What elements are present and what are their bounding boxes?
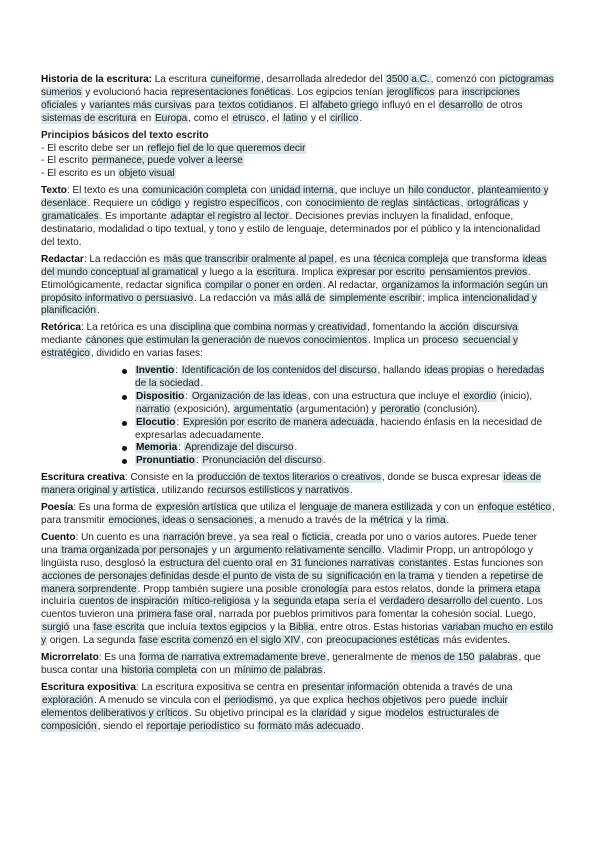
fase-desc: : Organización de las ideas, con una estructura que incluye el exordio (inicio), narratio (exposición), argumentatio (argumentación) y peroratio (conclusión). [136, 390, 533, 415]
document-page [41, 74, 555, 738]
highlight: sintácticas [413, 198, 460, 210]
section-expositiva [41, 682, 555, 734]
highlight: intencionalidad y planificación [41, 292, 537, 317]
highlight: Pronunciación del discurso [202, 455, 322, 467]
highlight: Inventio [136, 365, 175, 377]
highlight: fase escrita comenzó en el siglo XIV [139, 635, 300, 647]
highlight: 3500 a.C. [386, 74, 430, 85]
highlight: más que transcribir oralmente al papel [163, 253, 334, 265]
highlight: etrusco [232, 112, 266, 124]
highlight: cronología [301, 583, 348, 595]
highlight: inscripciones oficiales [41, 86, 520, 111]
highlight: narratio [136, 403, 170, 415]
highlight: disciplina que combina normas y creatividad [170, 322, 367, 334]
highlight: unidad interna [270, 185, 334, 197]
highlight: incluir elementos deliberativos y críticos [41, 694, 508, 719]
highlight: historia completa [121, 664, 197, 676]
highlight: secuencial y estratégico [41, 335, 518, 360]
highlight: reflejo fiel de lo que queremos decir [147, 142, 306, 154]
fase-inventio [135, 365, 555, 391]
highlight: primera fase oral [137, 609, 213, 621]
section-title: Texto [41, 185, 67, 197]
list-item: - El escrito permanece, puede volver a leerse [41, 155, 243, 167]
fase-name [135, 417, 176, 428]
highlight: Pronuntiatio [136, 455, 195, 467]
highlight: narración breve [163, 531, 233, 543]
highlight: Organización de las ideas [191, 390, 307, 402]
section-creativa [41, 472, 555, 498]
highlight: emociones, ideas o sensaciones [108, 515, 253, 526]
highlight: acción [439, 322, 469, 334]
highlight: expresión artística [155, 502, 237, 514]
highlight: jeroglíficos [386, 86, 435, 98]
highlight: permanece, puede volver a leerse [91, 155, 243, 167]
highlight: exploración [42, 694, 94, 706]
highlight: Elocutio [136, 416, 176, 428]
highlight: modelos [385, 707, 424, 719]
highlight: recursos estilísticos y narrativos [207, 485, 349, 497]
fase-desc: : Identificación de los contenidos del discurso, hallando ideas propias o heredadas de la sociedad. [135, 365, 545, 389]
fase-name [135, 455, 196, 466]
highlight: Identificación de los contenidos del discurso [181, 365, 377, 377]
section-text: : Consiste en la producción de textos literarios o creativos, donde se busca expresar ideas de manera original y artística, utilizando recursos estilísticos y narrativos. [41, 472, 542, 497]
highlight: estructurales de composición [41, 707, 500, 732]
highlight: más allá de [273, 292, 325, 304]
highlight: real [272, 531, 289, 543]
highlight: pensamientos previos [429, 266, 527, 278]
highlight: cuentos de inspiración [79, 596, 179, 608]
highlight: argumentatio [233, 403, 293, 415]
section-microrrelato [41, 652, 555, 678]
highlight: ideas de manera original y artística [41, 472, 542, 497]
section-text: : Un cuento es una narración breve, ya sea real o ficticia, creada por uno o varios autores. Puede tener una trama organizada por personajes y un argumento relativamente sencillo. Vladimir Propp, un antropólogo y lingüista ruso, desglosó la estructura del cuento oral en 31 funciones narrativas constantes. Estas funciones son acciones de personajes definidas desde el punto de vista de su significación en la trama y tienden a repetirse de manera sorprendente. Propp también sugiere una posible cronología para estos relatos, donde la primera etapa incluiría cuentos de inspiración mítico-religiosa y la segunda etapa sería el verdadero desarrollo del cuento. Los cuentos tuvieron una primera fase oral, narrada por pueblos primitivos para fomentar la cohesión social. Luego, surgió una fase escrita que incluía textos egipcios y la Biblia, entre otros. Estas historias variaban mucho en estilo y origen. La segunda fase escrita comenzó en el siglo XIV, con preocupaciones estéticas más evidentes. [41, 531, 554, 647]
list-item: - El escrito es un objeto visual [41, 168, 175, 180]
highlight: hilo conductor [408, 185, 471, 197]
highlight: adaptar el registro al lector [170, 211, 289, 223]
section-title: Retórica [41, 322, 81, 334]
section-title: Cuento [41, 531, 76, 543]
highlight: verdadero desarrollo del cuento [379, 596, 521, 608]
highlight: surgió [42, 622, 70, 634]
highlight: expresar por escrito [336, 266, 425, 278]
section-text: : La escritura expositiva se centra en presentar información obtenida a través de una exploración. A menudo se vincula con el periodismo, ya que explica hechos objetivos pero puede incluir elementos deliberativos y críticos. Su objetivo principal es la claridad y sigue modelos estructurales de composición, siendo el reportaje periodístico su formato más adecuado. [41, 681, 513, 732]
highlight: proceso [422, 335, 459, 347]
highlight: argumento relativamente sencillo [234, 544, 381, 556]
highlight: variantes más cursivas [89, 99, 192, 111]
highlight: cánones que estimulan la generación de nuevos conocimientos [85, 335, 367, 347]
highlight: fase escrita [93, 622, 145, 634]
highlight: 31 funciones narrativas [290, 557, 395, 569]
highlight: lenguaje de manera estilizada [299, 502, 433, 514]
highlight: presentar información [302, 681, 399, 693]
fase-dispositio [135, 391, 555, 417]
highlight: claridad [311, 707, 347, 719]
section-title: Poesía [41, 502, 74, 514]
highlight: acciones de personajes definidas desde el punto de vista de su [42, 570, 323, 582]
highlight: constantes [398, 557, 448, 569]
highlight: ideas del mundo conceptual al gramatical [41, 253, 547, 278]
highlight: alfabeto griego [312, 99, 379, 111]
fase-name [135, 365, 175, 376]
section-text: La escritura cuneiforme, desarrollada alrededor del 3500 a.C., comenzó con pictogramas sumerios y evolucionó hacia representaciones fonéticas. Los egipcios tenían jeroglíficos para inscripciones oficiales y variantes más cursivas para textos cotidianos. El alfabeto griego influyó en el desarrollo de otros sistemas de escritura en Europa, como el etrusco, el latino y el cirílico. [41, 74, 554, 124]
highlight: ficticia [301, 531, 330, 543]
highlight: producción de textos literarios o creativos [197, 472, 381, 484]
section-title: Redactar [41, 253, 84, 265]
highlight: escritura [256, 266, 295, 278]
highlight: Memoria [136, 442, 178, 454]
highlight: repetirse de manera sorprendente [41, 570, 544, 595]
highlight: comunicación completa [142, 185, 247, 197]
highlight: código [151, 198, 181, 210]
fase-desc: : Aprendizaje del discurso. [178, 442, 298, 454]
highlight: gramaticales [42, 211, 99, 223]
highlight: palabras [479, 652, 518, 664]
fase-elocutio [135, 417, 555, 443]
highlight: discursiva [473, 322, 518, 334]
highlight: Aprendizaje del discurso [184, 442, 294, 454]
section-title: Historia de la escritura: [41, 74, 152, 85]
section-historia [41, 74, 555, 126]
section-retorica [41, 322, 555, 361]
highlight: significación en la trama [327, 570, 435, 582]
highlight: Expresión por escrito de manera adecuada [182, 416, 374, 428]
highlight: simplemente escribir [329, 292, 422, 304]
highlight: Europa [154, 112, 188, 124]
highlight: organizamos la información según un propósito informativo o persuasivo [41, 279, 548, 304]
section-cuento [41, 532, 555, 648]
highlight: textos egipcios [200, 622, 267, 634]
highlight: Dispositio [136, 390, 185, 402]
highlight: compilar o poner en orden [205, 279, 322, 291]
section-text: : La retórica es una disciplina que combina normas y creatividad, fomentando la acción discursiva mediante cánones que estimulan la generación de nuevos conocimientos. Implica un proceso secuencial y estratégico, dividido en varias fases: [41, 322, 518, 360]
highlight: ortográficas [467, 198, 520, 210]
highlight: cirílico [330, 112, 359, 124]
section-text: : Es una forma de narrativa extremadamente breve, generalmente de menos de 150 palabras, que busca contar una historia completa con un mínimo de palabras. [41, 652, 541, 676]
list-item: - El escrito debe ser un reflejo fiel de lo que queremos decir [41, 142, 306, 154]
highlight: sistemas de escritura [42, 112, 137, 124]
highlight: forma de narrativa extremadamente breve [139, 652, 326, 664]
highlight: formato más adecuado [258, 720, 361, 732]
section-title: Microrrelato [41, 652, 99, 664]
highlight: latino [283, 112, 308, 124]
fase-pronuntiatio [135, 455, 555, 468]
highlight: segunda etapa [273, 596, 340, 608]
highlight: desarrollo [438, 99, 483, 111]
fase-desc: : Expresión por escrito de manera adecuada, haciendo énfasis en la necesidad de expresarlas adecuadamente. [135, 416, 543, 441]
principios-list [41, 143, 555, 182]
principios-title: Principios básicos del texto escrito [41, 129, 209, 141]
highlight: técnica compleja [373, 253, 449, 265]
fase-name [135, 391, 185, 402]
highlight: rima [426, 515, 446, 526]
section-title: Escritura creativa [41, 472, 125, 484]
highlight: métrica [370, 515, 404, 526]
highlight: mínimo de palabras [234, 664, 323, 676]
highlight: variaban mucho en estilo y [41, 622, 554, 647]
highlight: enfoque estético [477, 502, 551, 514]
highlight: registro específicos [193, 198, 280, 210]
highlight: reportaje periodístico [146, 720, 240, 732]
highlight: exordio [463, 390, 497, 402]
highlight: Biblia [289, 622, 314, 634]
fase-name [135, 442, 178, 453]
highlight: ideas propias [424, 365, 484, 377]
highlight: objeto visual [119, 168, 175, 180]
highlight: textos cotidianos [218, 99, 293, 111]
highlight: puede [449, 694, 478, 706]
highlight: mítico-religiosa [183, 596, 251, 608]
fase-memoria [135, 442, 555, 455]
highlight: menos de 150 [410, 652, 475, 664]
section-title: Escritura expositiva [41, 681, 136, 693]
fases-list [41, 365, 555, 468]
section-text: : El texto es una comunicación completa con unidad interna, que incluye un hilo conductor, planteamiento y desenlace. Requiere un código y registro específicos, con conocimiento de reglas sintácticas, ortográficas y gramaticales. Es importante adaptar el registro al lector. Decisiones previas incluyen la finalidad, enfoque, destinatario, modalidad o tipo textual, y tono y estilo de lenguaje, determinados por el público y la intencionalidad del texto. [41, 185, 549, 248]
highlight: cuneiforme [210, 74, 261, 85]
fase-desc: : Pronunciación del discurso. [195, 455, 326, 467]
highlight: pictogramas sumerios [41, 74, 554, 98]
highlight: hechos objetivos [347, 694, 422, 706]
highlight: planteamiento y desenlace [41, 185, 549, 210]
section-texto [41, 185, 555, 250]
section-poesia [41, 502, 555, 528]
section-redactar [41, 254, 555, 319]
highlight: periodismo [224, 694, 274, 706]
highlight: trama organizada por personajes [61, 544, 209, 556]
highlight: heredadas de la sociedad [135, 365, 545, 389]
highlight: preocupaciones estéticas [326, 635, 440, 647]
highlight: representaciones fonéticas [171, 86, 291, 98]
highlight: peroratio [380, 403, 420, 415]
highlight: conocimiento de reglas [305, 198, 409, 210]
section-text: : Es una forma de expresión artística que utiliza el lenguaje de manera estilizada y con un enfoque estético, para transmitir emociones, ideas o sensaciones, a menudo a través de la métrica y la rima. [41, 502, 555, 526]
highlight: estructura del cuento oral [159, 557, 273, 569]
highlight: primera etapa [478, 583, 541, 595]
section-text: : La redacción es más que transcribir oralmente al papel, es una técnica compleja que transforma ideas del mundo conceptual al gramatical y luego a la escritura. Implica expresar por escrito pensamientos previos. Etimológicamente, redactar significa compilar o poner en orden. Al redactar, organizamos la información según un propósito informativo o persuasivo. La redacción va más allá de simplemente escribir; implica intencionalidad y planificación. [41, 253, 548, 317]
